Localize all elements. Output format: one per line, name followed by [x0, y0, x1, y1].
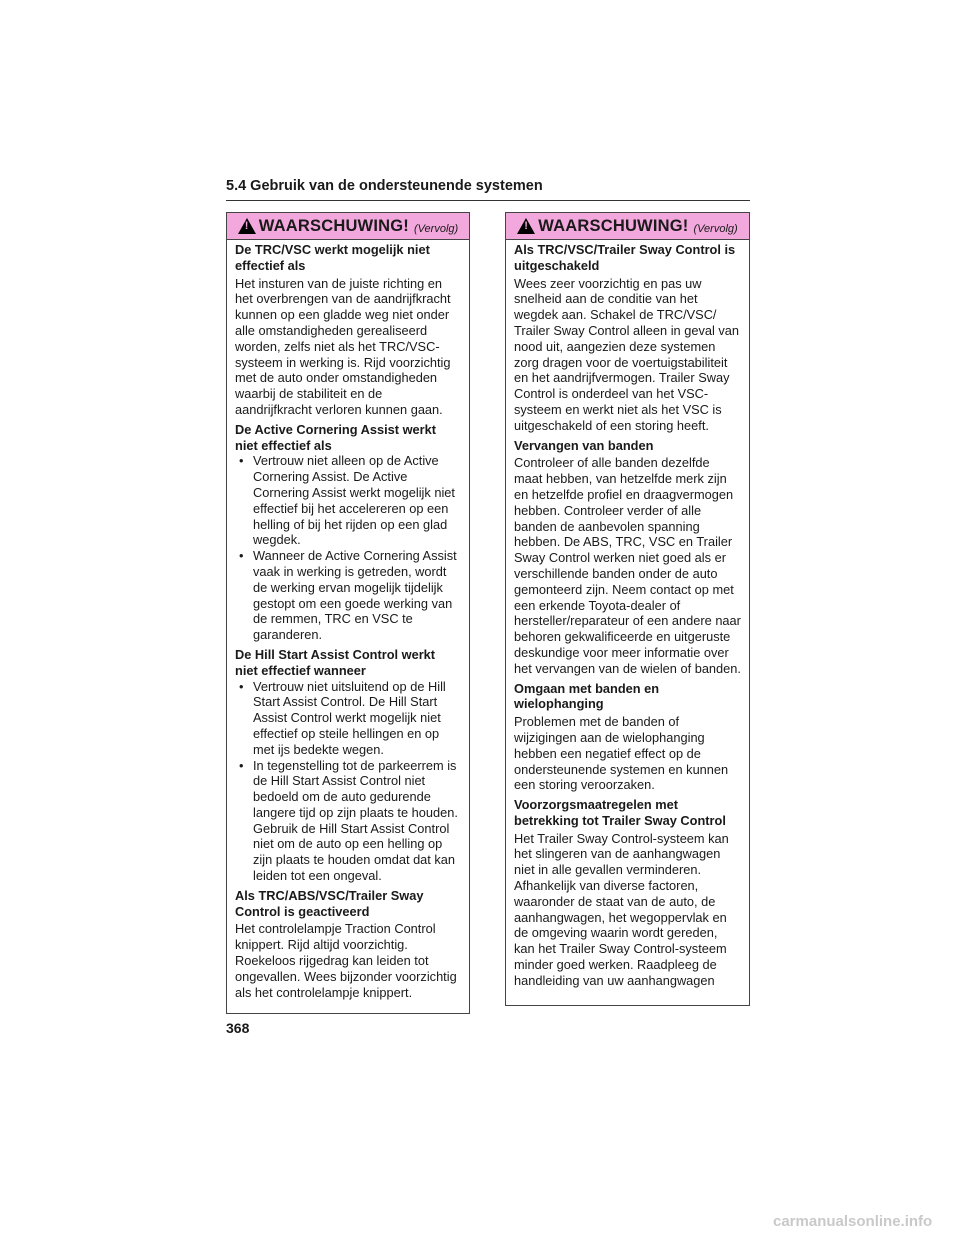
warning-triangle-icon: [517, 218, 535, 234]
warning-title: WAARSCHUWING!: [258, 216, 409, 235]
list-item: • In tegenstelling tot de parkeerrem is de Hill Start Assist Control niet bedoeld om de auto gedurende langere tijd op zijn plaats te houden. Gebruik de Hill Start Assist Control niet om de auto op een helling op zijn plaats te houden omdat dat kan leiden tot een ongeval.: [235, 758, 461, 884]
list-item: • Wanneer de Active Cornering Assist vaak in werking is getreden, wordt de werking ervan mogelijk tijdelijk gestopt om een goede werking van de remmen, TRC en VSC te garanderen.: [235, 548, 461, 643]
warning-box-left: [226, 212, 470, 1014]
subheading: Voorzorgsmaatregelen met betrekking tot Trailer Sway Control: [514, 797, 726, 828]
list-item: • Vertrouw niet uitsluitend op de Hill Start Assist Control. De Hill Start Assist Control werkt mogelijk niet effectief op steile hellingen en op met ijs bedekte wegen.: [235, 679, 461, 758]
list-item: • Vertrouw niet alleen op de Active Cornering Assist. De Active Cornering Assist werkt mogelijk niet effectief bij het accelereren op een helling of bij het rijden op een glad wegdek.: [235, 453, 461, 548]
subheading: Als TRC/VSC/Trailer Sway Control is uitgeschakeld: [514, 242, 736, 273]
bullet-list: [235, 679, 461, 884]
warning-continued: (Vervolg): [413, 223, 459, 235]
footer-watermark: carmanualsonline.info: [773, 1213, 933, 1230]
paragraph: Het Trailer Sway Control-systeem kan het slingeren van de aanhangwagen niet in alle gevallen verminderen. Afhankelijk van diverse factoren, waaronder de staat van de auto, de aanhangwagen, het wegoppervlak en de omgeving waarin wordt gereden, kan het Trailer Sway Control-systeem minder goed werken. Raadpleeg de handleiding van uw aanhangwagen: [514, 830, 729, 988]
subheading: De Hill Start Assist Control werkt niet effectief wanneer: [235, 646, 436, 678]
section-title: 5.4 Gebruik van de ondersteunende systemen: [226, 178, 543, 194]
subheading: Als TRC/ABS/VSC/Trailer Sway Control is geactiveerd: [235, 887, 424, 919]
warning-continued: (Vervolg): [693, 223, 738, 235]
warning-title: WAARSCHUWING!: [538, 216, 689, 235]
warning-header: [227, 213, 469, 240]
bullet-list: [235, 453, 461, 643]
page-number: 368: [226, 1020, 250, 1036]
header-rule: [226, 200, 750, 201]
subheading: De Active Cornering Assist werkt niet effectief als: [235, 421, 437, 453]
paragraph: Controleer of alle banden dezelfde maat hebben, van hetzelfde merk zijn en hetzelfde profiel en draagvermogen hebben. Controleer verder of alle banden de aanbevolen spanning hebben. De ABS, TRC, VSC en Trailer Sway Control werken niet goed als er verschillende banden onder de auto gemonteerd zijn. Neem contact op met een erkende Toyota-dealer of hersteller/reparateur of een andere naar behoren gekwalificeerde en uitgeruste deskundige voor meer informatie over het vervangen van de wielen of banden.: [514, 455, 741, 676]
subheading: Omgaan met banden en wielophanging: [514, 680, 660, 712]
paragraph: Het controlelampje Traction Control knippert. Rijd altijd voorzichtig. Roekeloos rijgedrag kan leiden tot ongevallen. Wees bijzonder voorzichtig als het controlelampje knippert.: [235, 921, 457, 1000]
warning-triangle-icon: [238, 218, 256, 234]
paragraph: Problemen met de banden of wijzigingen aan de wielophanging hebben een negatief effect op de ondersteunende systemen en kunnen een storing veroorzaken.: [514, 714, 729, 793]
paragraph: Wees zeer voorzichtig en pas uw snelheid aan de conditie van het wegdek aan. Schakel de TRC/VSC/ Trailer Sway Control alleen in geval van nood uit, aangezien deze systemen zorg dragen voor de voertuigstabiliteit en het aandrijfvermogen. Trailer Sway Control is onderdeel van het VSC-systeem en werkt niet als het VSC is uitgeschakeld of een storing heeft.: [514, 275, 740, 433]
warning-header: [506, 213, 749, 240]
paragraph: Het insturen van de juiste richting en het overbrengen van de aandrijfkracht kunnen op een gladde weg niet onder alle omstandigheden gerealiseerd worden, zelfs niet als het TRC/VSC-systeem in werking is. Rijd voorzichtig met de auto onder omstandigheden waarbij de stabiliteit en de aandrijfkracht verloren kunnen gaan.: [235, 275, 451, 417]
subheading: De TRC/VSC werkt mogelijk niet effectief als: [235, 242, 430, 273]
warning-box-right: [505, 212, 750, 1006]
subheading: Vervangen van banden: [514, 437, 654, 453]
